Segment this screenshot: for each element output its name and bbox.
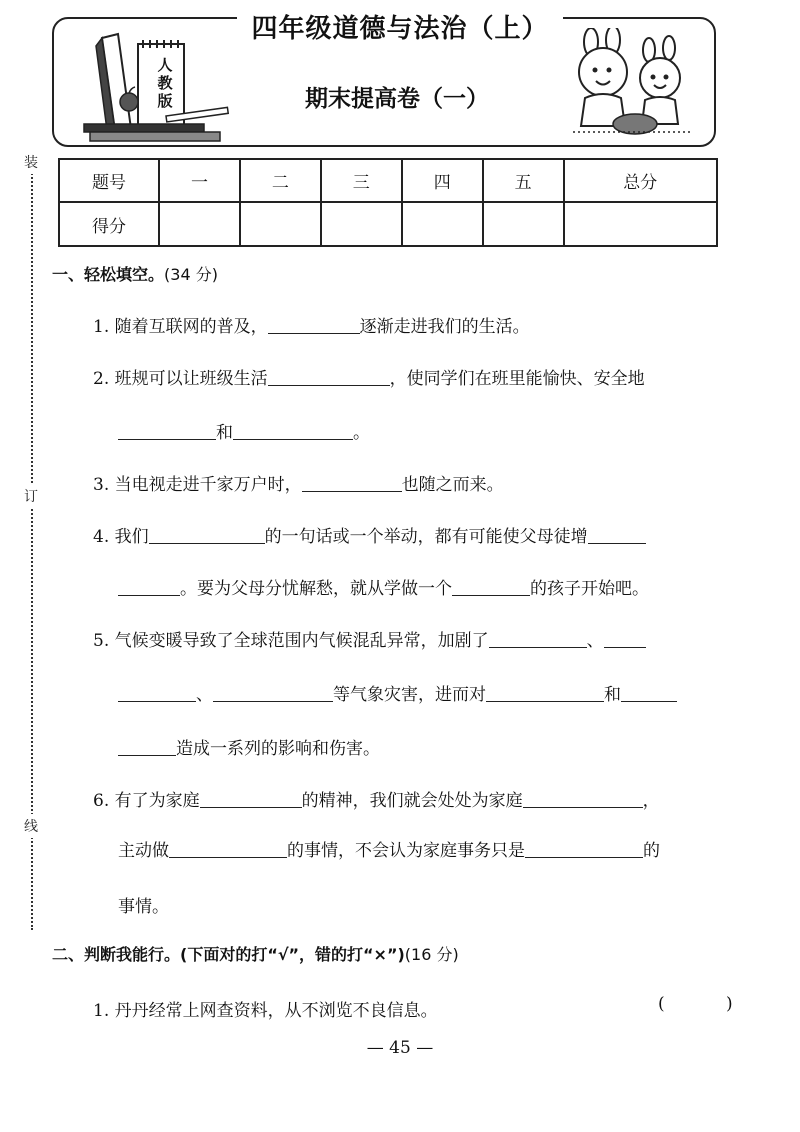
answer-blank[interactable] <box>118 422 216 440</box>
row-label-score: 得分 <box>59 202 159 246</box>
question-1-5-cont2: 造成一系列的影响和伤害。 <box>118 734 380 759</box>
answer-blank[interactable] <box>588 526 646 544</box>
answer-blank[interactable] <box>621 684 677 702</box>
binding-line <box>31 150 33 930</box>
answer-blank[interactable] <box>523 790 643 808</box>
page-number: — 45 — <box>366 1038 434 1058</box>
question-1-4: 4. 我们 的一句话或一个举动，都有可能使父母徒增 <box>93 522 646 547</box>
answer-blank[interactable] <box>213 684 333 702</box>
exam-subtitle: 期末提高卷（一） <box>305 86 489 112</box>
answer-blank[interactable] <box>486 684 604 702</box>
question-1-3: 3. 当电视走进千家万户时， 也随之而来。 <box>93 475 504 495</box>
answer-blank[interactable] <box>149 526 265 544</box>
binding-char-zhuang: 装 <box>24 150 38 174</box>
edition-label: 人教版 <box>157 56 173 110</box>
question-1-2: 2. 班规可以让班级生活 ，使同学们在班里能愉快、安全地 <box>93 369 645 389</box>
table-row <box>59 202 717 246</box>
question-1-2-cont: 和 。 <box>118 418 370 443</box>
answer-blank[interactable] <box>489 630 587 648</box>
binding-char-ding: 订 <box>24 484 38 508</box>
score-cell[interactable] <box>483 202 564 246</box>
answer-blank[interactable] <box>268 368 390 386</box>
cartoon-kids-icon <box>565 28 700 138</box>
table-row <box>59 159 717 202</box>
answer-blank[interactable] <box>118 738 176 756</box>
column-header: 二 <box>240 159 321 202</box>
score-cell-total[interactable] <box>564 202 717 246</box>
answer-blank[interactable] <box>268 316 360 334</box>
column-header: 五 <box>483 159 564 202</box>
binding-char-xian: 线 <box>24 814 38 838</box>
question-1-1: 1. 随着互联网的普及， 逐渐走进我们的生活。 <box>93 317 530 337</box>
question-1-6: 6. 有了为家庭 的精神，我们就会处处为家庭 ， <box>93 791 660 811</box>
answer-blank[interactable] <box>118 684 196 702</box>
answer-blank[interactable] <box>169 840 287 858</box>
question-1-6-cont: 主动做 的事情，不会认为家庭事务只是 的 <box>118 841 660 861</box>
answer-blank[interactable] <box>525 840 643 858</box>
question-1-4-cont: 。要为父母分忧解愁，就从学做一个 的孩子开始吧。 <box>118 574 649 599</box>
score-cell[interactable] <box>321 202 402 246</box>
score-table <box>58 158 718 247</box>
answer-paren[interactable]: ( ) <box>658 994 761 1014</box>
answer-blank[interactable] <box>118 578 180 596</box>
answer-blank[interactable] <box>200 790 302 808</box>
score-cell[interactable] <box>240 202 321 246</box>
answer-blank[interactable] <box>233 422 353 440</box>
question-1-6-cont2: 事情。 <box>118 897 169 917</box>
row-label-number: 题号 <box>59 159 159 202</box>
answer-blank[interactable] <box>604 630 646 648</box>
answer-blank[interactable] <box>302 474 402 492</box>
question-1-5-cont: 、 等气象灾害，进而对 和 <box>118 680 677 705</box>
page-title: 四年级道德与法治（上） <box>0 8 800 45</box>
question-2-1: 1. 丹丹经常上网查资料，从不浏览不良信息。 <box>93 1001 438 1021</box>
column-header-total: 总分 <box>564 159 717 202</box>
answer-blank[interactable] <box>452 578 530 596</box>
section-2-heading: 二、判断我能行。(下面对的打“√”，错的打“×”)(16 分) <box>52 945 459 964</box>
question-1-5: 5. 气候变暖导致了全球范围内气候混乱异常，加剧了 、 <box>93 626 646 651</box>
section-1-heading: 一、轻松填空。(34 分) <box>52 265 218 284</box>
score-cell[interactable] <box>159 202 240 246</box>
column-header: 一 <box>159 159 240 202</box>
column-header: 三 <box>321 159 402 202</box>
score-cell[interactable] <box>402 202 483 246</box>
column-header: 四 <box>402 159 483 202</box>
